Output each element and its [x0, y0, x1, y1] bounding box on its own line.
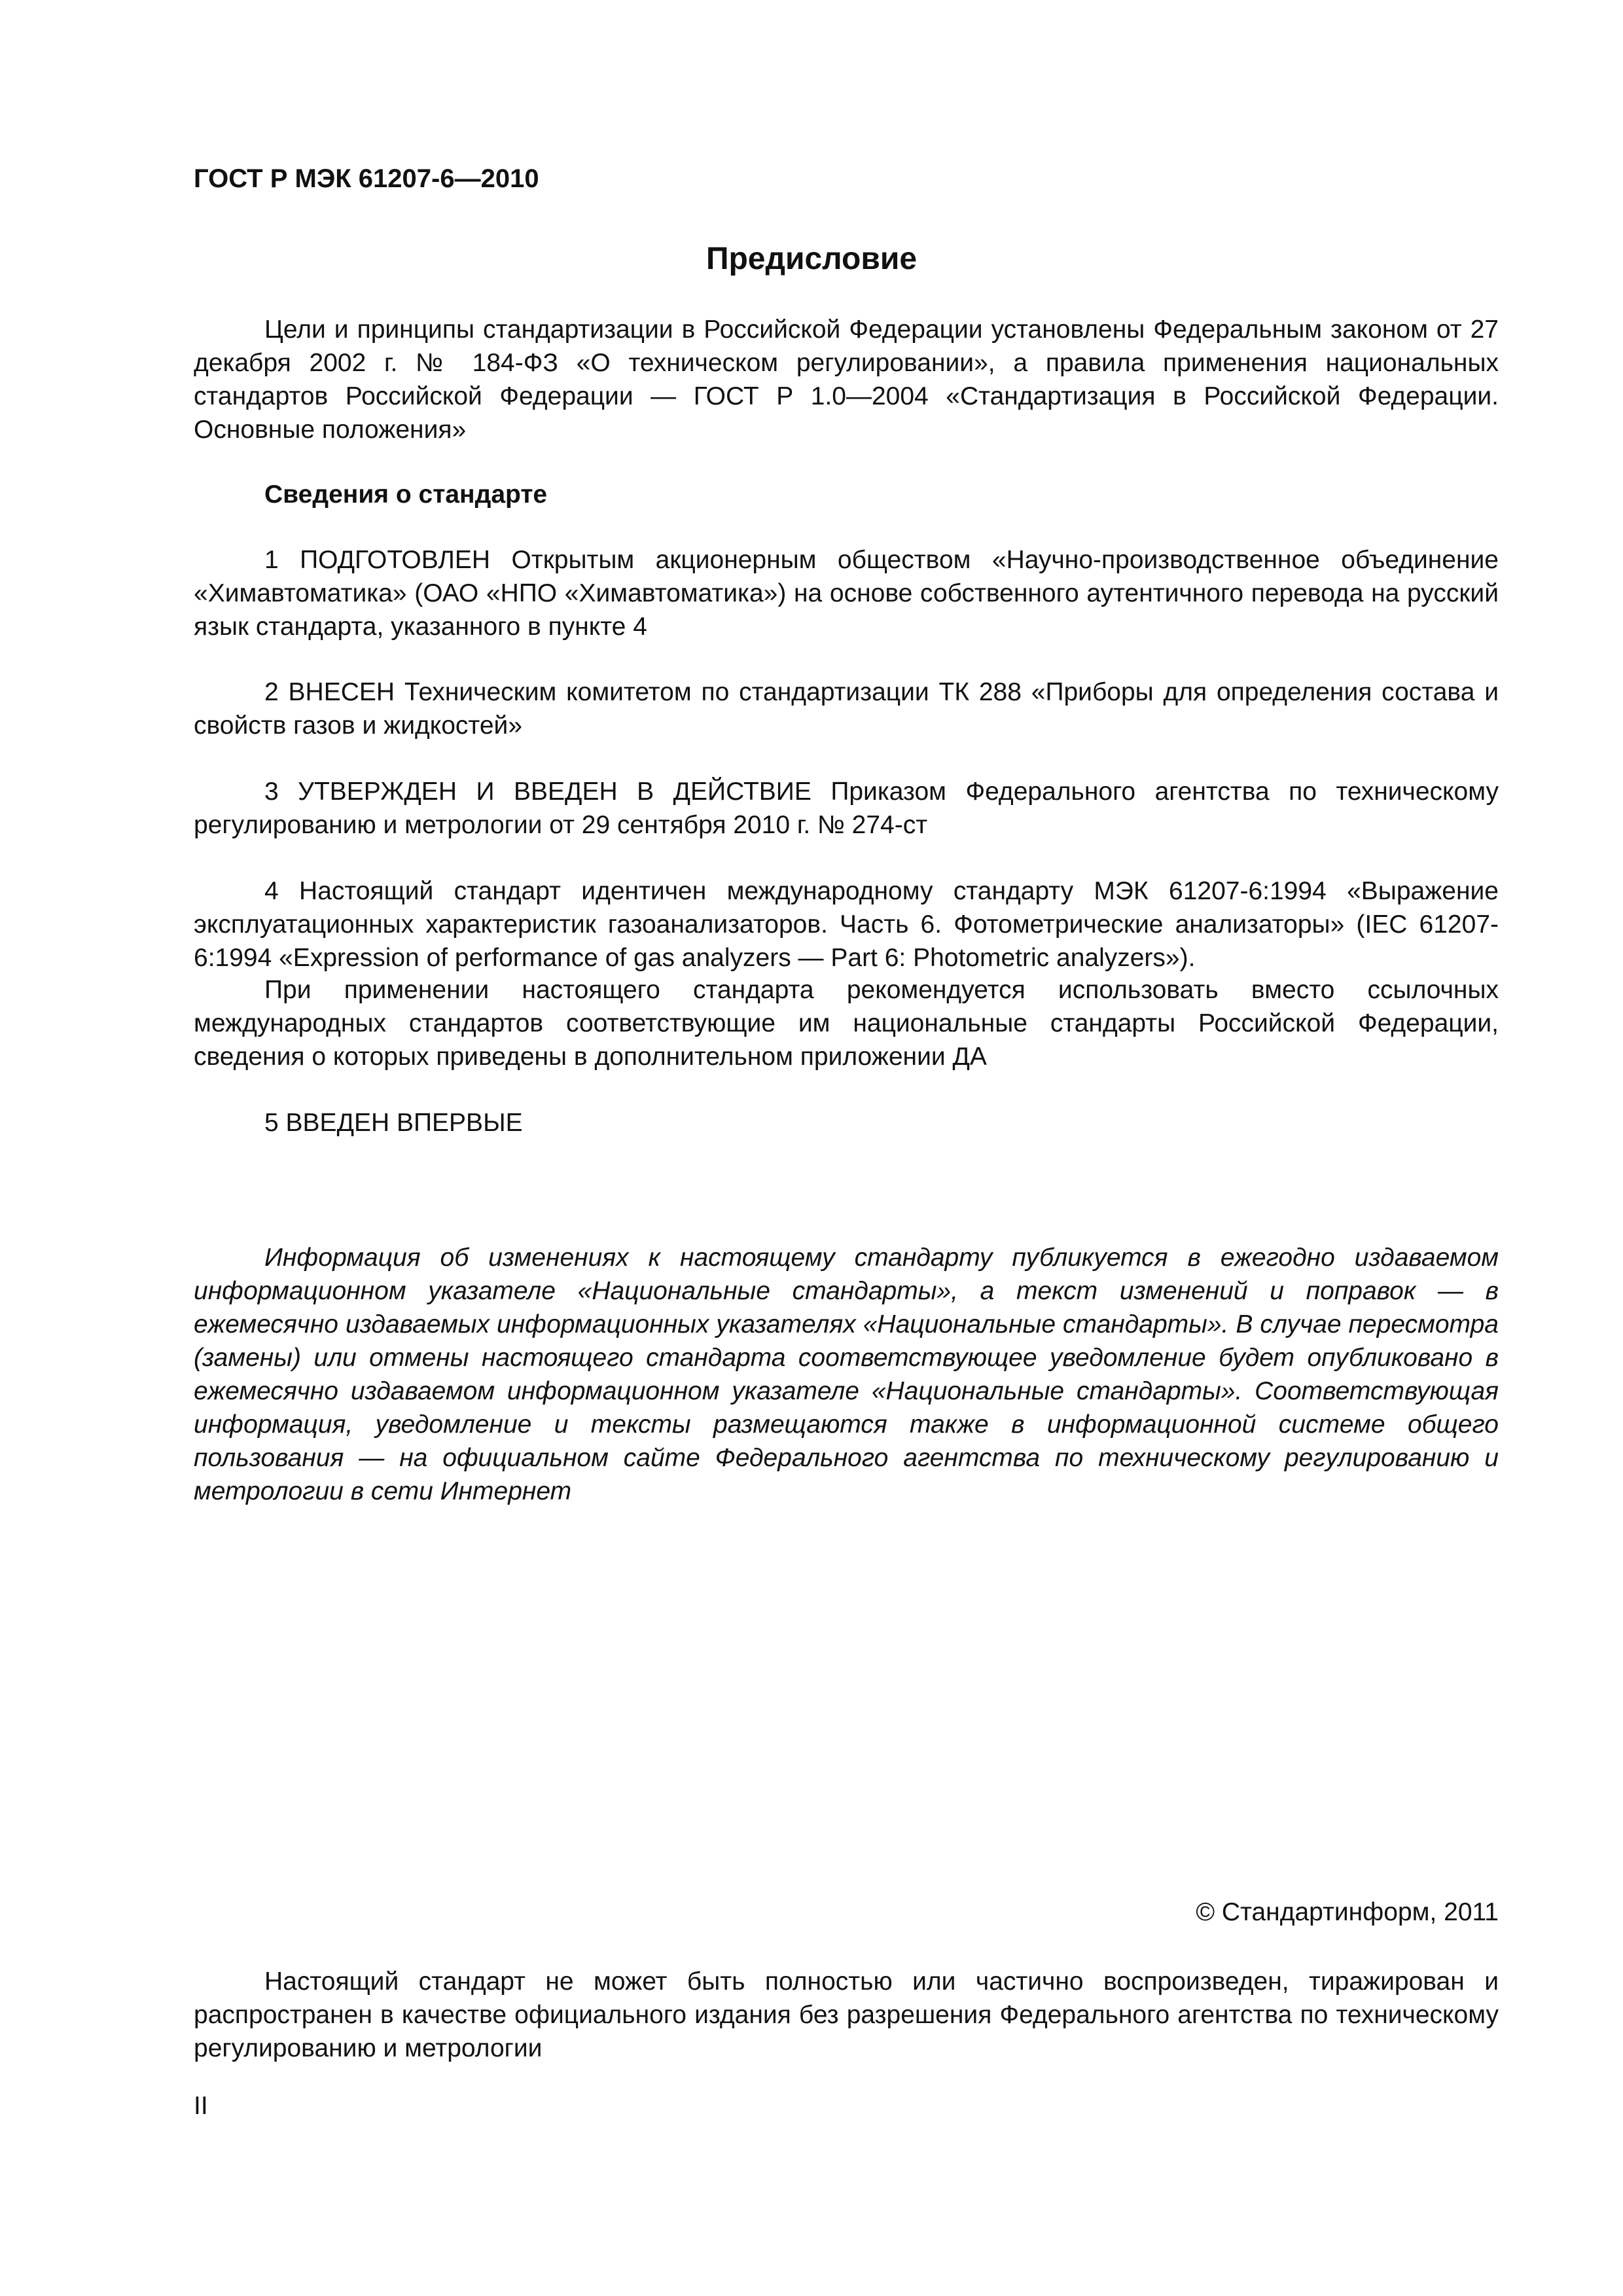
item-application-note: При применении настоящего стандарта рекомендуется использовать вместо ссылочных международных стандартов соответствующие им национальные стандарты Российской Федерации, сведения о которых приведены в дополнительном приложении ДА: [194, 976, 1499, 1071]
item-approved: 3 УТВЕРЖДЕН И ВВЕДЕН В ДЕЙСТВИЕ Приказом Федерального агентства по техническому регулированию и метрологии от 29 сентября 2010 г. № 274-ст: [194, 778, 1499, 839]
document-code: ГОСТ Р МЭК 61207-6—2010: [194, 164, 539, 193]
page-title: Предисловие: [705, 242, 918, 276]
section-title: Сведения о стандарте: [264, 480, 548, 509]
item-submitted: 2 ВНЕСЕН Техническим комитетом по стандартизации ТК 288 «Приборы для определения состава и свойств газов и жидкостей»: [194, 678, 1499, 740]
page-number: II: [194, 2092, 208, 2120]
reproduction-notice: Настоящий стандарт не может быть полностью или частично воспроизведен, тиражирован и распространен в качестве официального издания без разрешения Федерального агентства по техническому регулированию и метрологии: [194, 1967, 1499, 2062]
change-notice: Информация об изменениях к настоящему стандарту публикуется в ежегодно издаваемом информационном указателе «Национальные стандарты», а текст изменений и поправок — в ежемесячно издаваемых информационных указателях «Национальные стандарты». В случае пересмотра (замены) или отмены настоящего стандарта соответствующее уведомление будет опубликовано в ежемесячно издаваемом информационном указателе «Национальные стандарты». Соответствующая информация, уведомление и тексты размещаются также в информационной системе общего пользования — на официальном сайте Федерального агентства по техническому регулированию и метрологии в сети Интернет: [194, 1244, 1499, 1505]
intro-paragraph: Цели и принципы стандартизации в Российской Федерации установлены Федеральным законом от 27 декабря 2002 г. № 184-ФЗ «О техническом регулировании», а правила применения национальных стандартов Российской Федерации — ГОСТ Р 1.0—2004 «Стандартизация в Российской Федерации. Основные положения»: [194, 315, 1499, 444]
item-identical: 4 Настоящий стандарт идентичен международному стандарту МЭК 61207-6:1994 «Выражение эксплуатационных характеристик газоанализаторов. Часть 6. Фотометрические анализаторы» (IEC 61207-6:1994 «Expression of performance of gas analyzers — Part 6: Photometric analyzers»).: [194, 877, 1499, 972]
item-prepared: 1 ПОДГОТОВЛЕН Открытым акционерным обществом «Научно-производственное объединение «Химавтоматика» (ОАО «НПО «Химавтоматика») на основе собственного аутентичного перевода на русский язык стандарта, указанного в пункте 4: [194, 546, 1499, 641]
item-introduced: 5 ВВЕДЕН ВПЕРВЫЕ: [264, 1109, 523, 1137]
copyright-notice: © Стандартинформ, 2011: [1196, 1898, 1499, 1926]
